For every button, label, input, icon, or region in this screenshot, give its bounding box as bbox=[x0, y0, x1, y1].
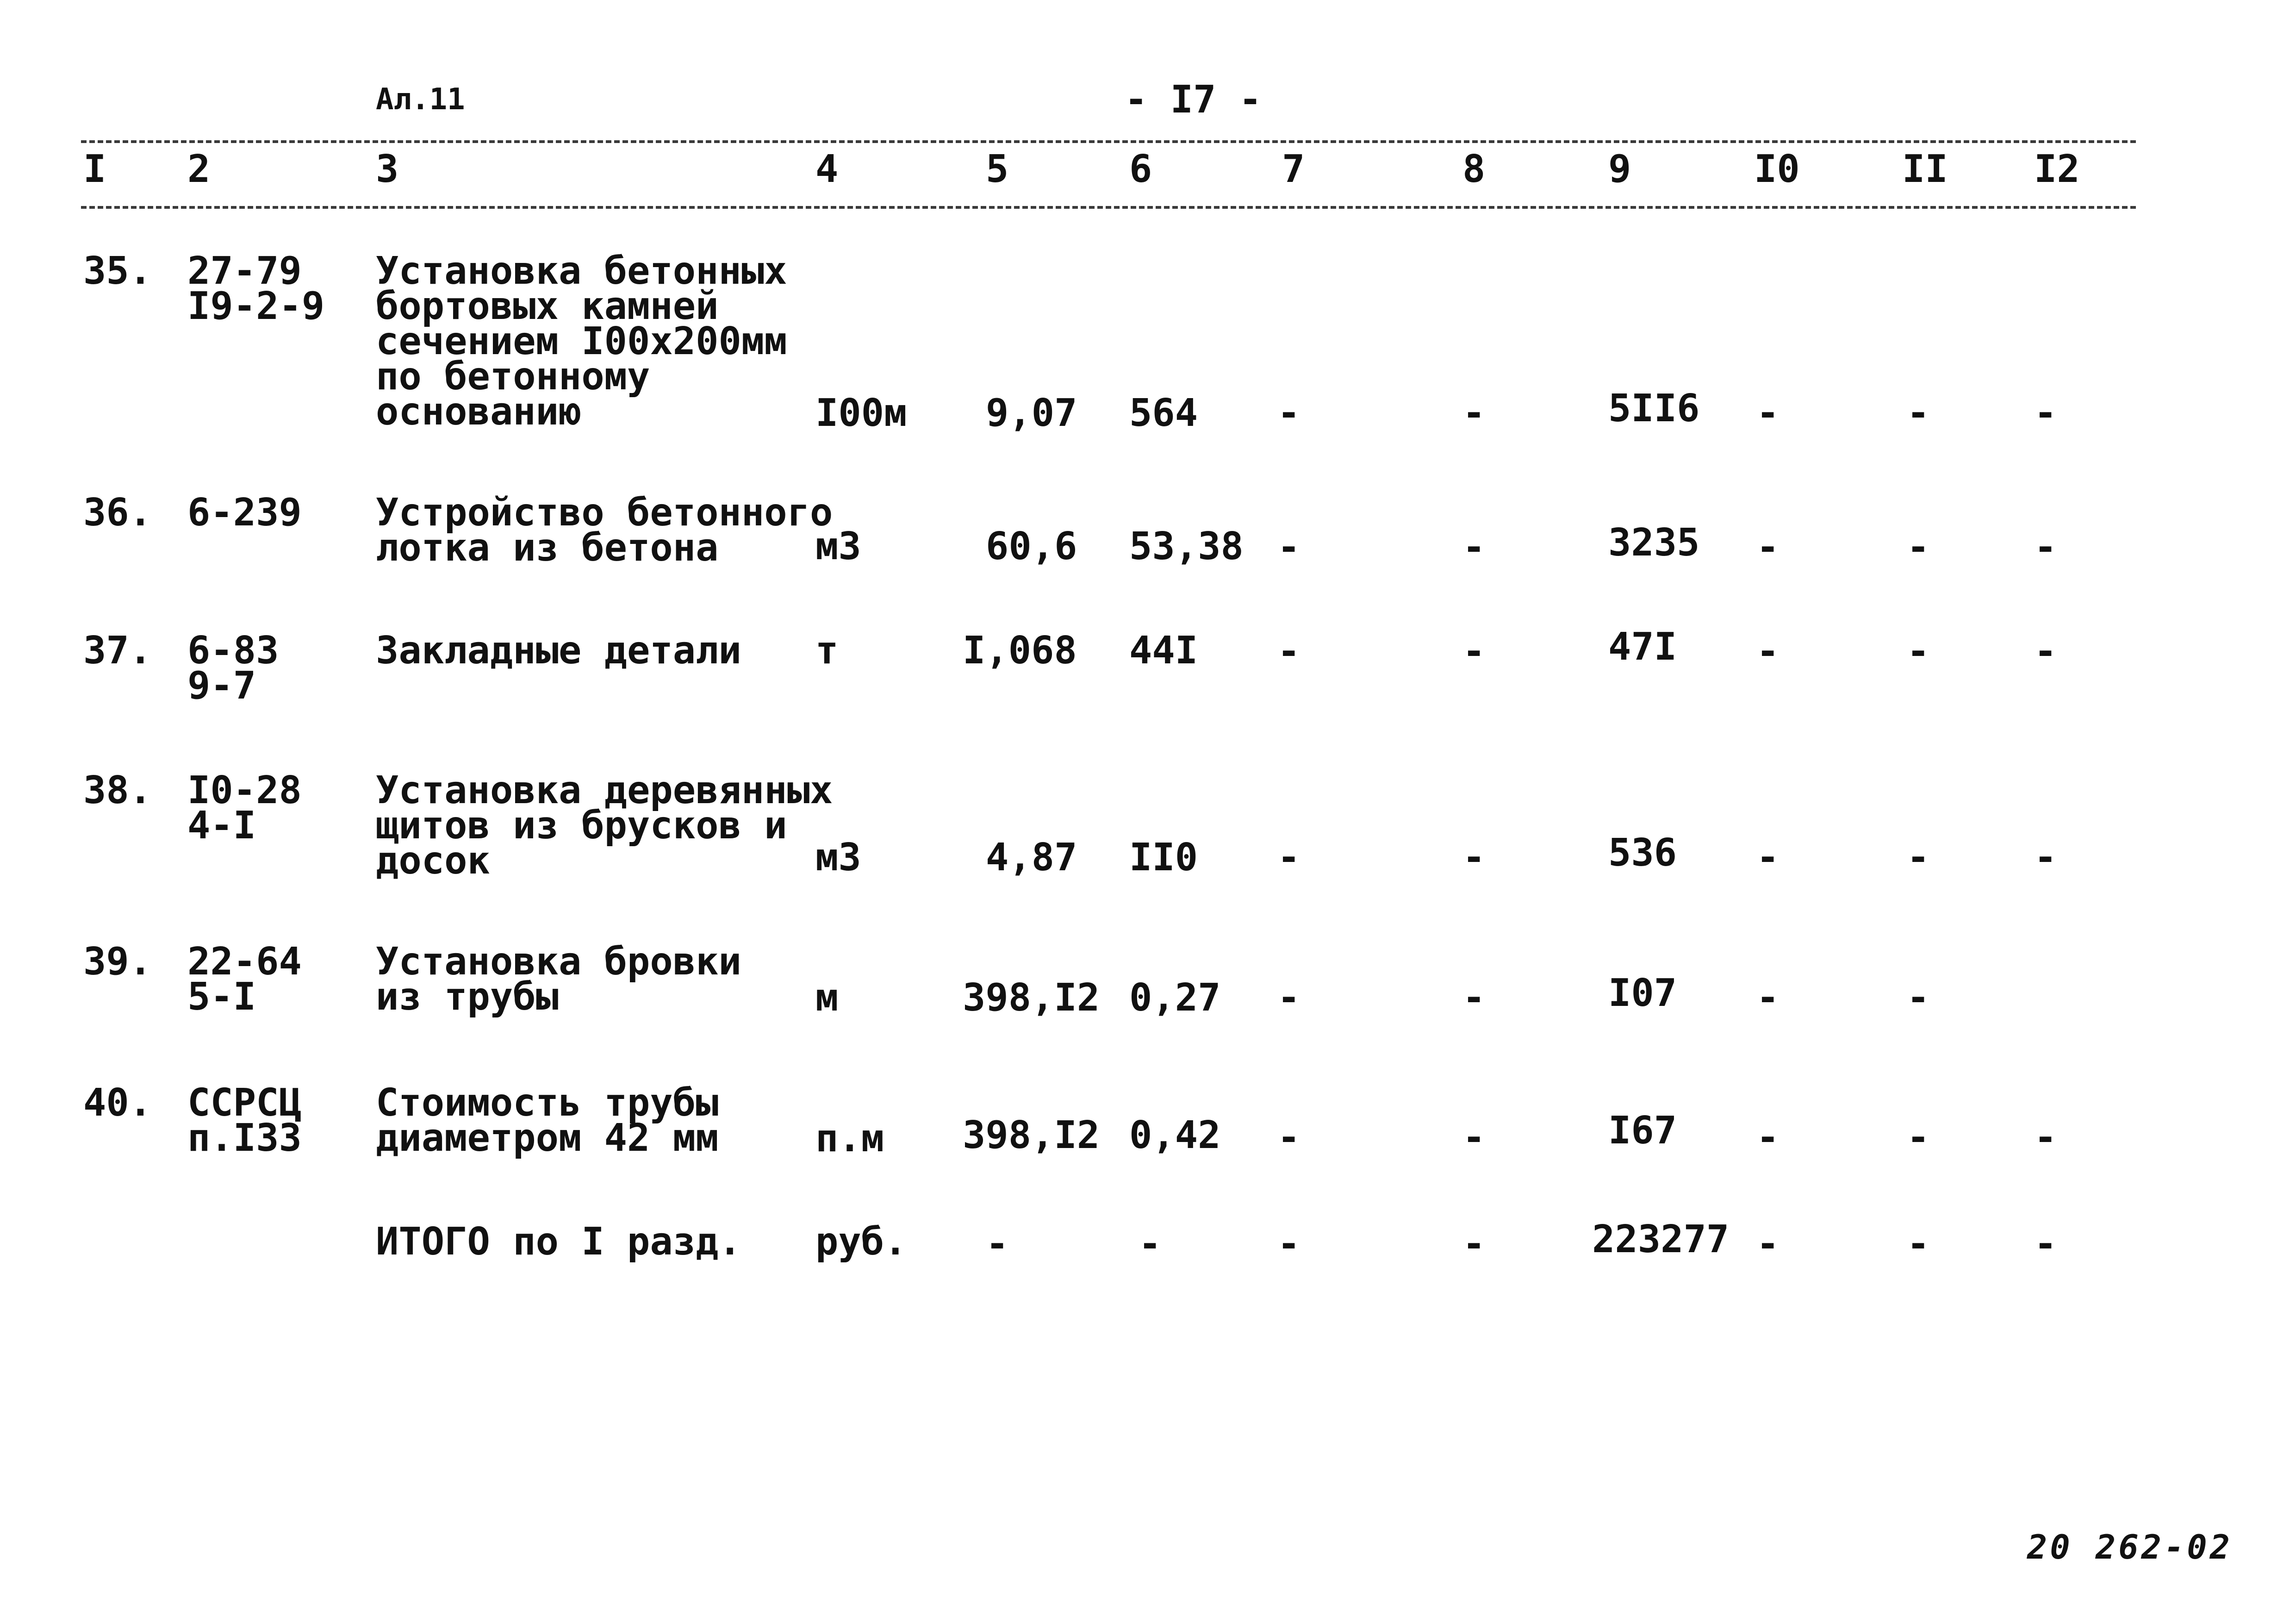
column-header-4: 4 bbox=[815, 147, 839, 191]
column-header-5: 5 bbox=[986, 147, 1009, 191]
column-11-value: - bbox=[1907, 391, 1930, 435]
header-top-rule bbox=[81, 140, 2136, 143]
row-number: 36. bbox=[83, 491, 152, 535]
row-number: 35. bbox=[83, 249, 152, 293]
total-cost: 47I bbox=[1608, 625, 1677, 669]
quantity: 4,87 bbox=[986, 836, 1077, 880]
quantity: 398,I2 bbox=[963, 1113, 1100, 1157]
column-10-value: - bbox=[1756, 976, 1780, 1020]
norm-code: I0-28 4-I bbox=[187, 768, 302, 848]
column-header-8: 8 bbox=[1462, 147, 1486, 191]
total-cost: 3235 bbox=[1608, 521, 1700, 565]
column-header-6: 6 bbox=[1129, 147, 1152, 191]
column-12-value: - bbox=[2034, 391, 2057, 435]
column-10-value: - bbox=[1756, 1116, 1780, 1160]
work-description: Установка бровки из трубы bbox=[376, 940, 741, 1019]
row-number: 37. bbox=[83, 629, 152, 673]
column-10-value: - bbox=[1756, 391, 1780, 435]
document-number: 20 262-02 bbox=[2027, 1528, 2233, 1566]
column-7-value: - bbox=[1277, 391, 1300, 435]
work-description: Стоимость трубы диаметром 42 мм bbox=[376, 1081, 719, 1160]
unit: п.м bbox=[815, 1117, 884, 1161]
column-7-value: - bbox=[1277, 836, 1300, 880]
quantity: I,068 bbox=[963, 629, 1077, 673]
row-number: 39. bbox=[83, 940, 152, 984]
column-11-value: - bbox=[1907, 525, 1930, 569]
unit: I00м bbox=[815, 391, 907, 435]
page-number: - I7 - bbox=[1125, 78, 1262, 122]
unit-price: 564 bbox=[1129, 391, 1198, 435]
column-7-value: - bbox=[1277, 525, 1300, 569]
column-12-value: - bbox=[2034, 630, 2057, 674]
norm-code: 6-83 9-7 bbox=[187, 629, 279, 708]
quantity: 398,I2 bbox=[963, 976, 1100, 1020]
column-11-value: - bbox=[1907, 1116, 1930, 1160]
summary-total: 223277 bbox=[1592, 1217, 1730, 1261]
column-11-value: - bbox=[1907, 630, 1930, 674]
quantity: 60,6 bbox=[986, 524, 1077, 568]
column-header-12: I2 bbox=[2034, 147, 2080, 191]
column-8-value: - bbox=[1462, 630, 1486, 674]
work-description: Закладные детали bbox=[376, 629, 741, 673]
norm-code: 22-64 5-I bbox=[187, 940, 302, 1019]
column-8-value: - bbox=[1462, 836, 1486, 880]
total-cost: 536 bbox=[1608, 831, 1677, 875]
unit: т bbox=[815, 629, 839, 673]
unit-price: 53,38 bbox=[1129, 524, 1244, 568]
total-cost: I07 bbox=[1608, 971, 1677, 1015]
work-description: Установка деревянных щитов из брусков и досок bbox=[376, 768, 833, 883]
summary-column-11: - bbox=[1907, 1222, 1930, 1266]
column-7-value: - bbox=[1277, 630, 1300, 674]
work-description: Устройство бетонного лотка из бетона bbox=[376, 491, 833, 570]
summary-label: ИТОГО по I разд. bbox=[376, 1220, 741, 1264]
column-header-1: I bbox=[83, 147, 106, 191]
unit-price: 0,27 bbox=[1129, 976, 1221, 1020]
column-7-value: - bbox=[1277, 1116, 1300, 1160]
column-header-2: 2 bbox=[187, 147, 211, 191]
summary-column-8: - bbox=[1462, 1222, 1486, 1266]
unit: м3 bbox=[815, 836, 861, 880]
column-8-value: - bbox=[1462, 976, 1486, 1020]
column-12-value: - bbox=[2034, 1116, 2057, 1160]
summary-column-10: - bbox=[1756, 1222, 1780, 1266]
unit-price: 0,42 bbox=[1129, 1113, 1221, 1157]
column-8-value: - bbox=[1462, 391, 1486, 435]
quantity: 9,07 bbox=[986, 391, 1077, 435]
unit-price: 44I bbox=[1129, 629, 1198, 673]
column-header-9: 9 bbox=[1608, 147, 1631, 191]
column-10-value: - bbox=[1756, 630, 1780, 674]
row-number: 40. bbox=[83, 1081, 152, 1125]
column-10-value: - bbox=[1756, 836, 1780, 880]
work-description: Установка бетонных бортовых камней сечением I00x200мм по бетонному основанию bbox=[376, 249, 787, 434]
norm-code: 6-239 bbox=[187, 491, 302, 535]
total-cost: 5II6 bbox=[1608, 387, 1700, 431]
total-cost: I67 bbox=[1608, 1109, 1677, 1153]
unit: м3 bbox=[815, 524, 861, 568]
column-header-10: I0 bbox=[1754, 147, 1800, 191]
column-10-value: - bbox=[1756, 525, 1780, 569]
column-header-7: 7 bbox=[1282, 147, 1305, 191]
unit: м bbox=[815, 976, 839, 1020]
column-header-3: 3 bbox=[376, 147, 399, 191]
column-11-value: - bbox=[1907, 836, 1930, 880]
summary-unit: руб. bbox=[815, 1220, 907, 1264]
summary-column-12: - bbox=[2034, 1222, 2057, 1266]
column-header-11: II bbox=[1902, 147, 1948, 191]
column-7-value: - bbox=[1277, 976, 1300, 1020]
column-8-value: - bbox=[1462, 525, 1486, 569]
unit-price: II0 bbox=[1129, 836, 1198, 880]
column-11-value: - bbox=[1907, 976, 1930, 1020]
summary-column-7: - bbox=[1277, 1222, 1300, 1266]
column-12-value: - bbox=[2034, 836, 2057, 880]
summary-quantity: - bbox=[986, 1222, 1009, 1266]
sheet-label: Ал.11 bbox=[376, 82, 465, 117]
column-12-value: - bbox=[2034, 525, 2057, 569]
column-8-value: - bbox=[1462, 1116, 1486, 1160]
norm-code: 27-79 I9-2-9 bbox=[187, 249, 325, 328]
row-number: 38. bbox=[83, 768, 152, 812]
header-bottom-rule bbox=[81, 206, 2136, 209]
norm-code: ССРСЦ п.I33 bbox=[187, 1081, 302, 1160]
summary-unit-price: - bbox=[1139, 1222, 1162, 1266]
